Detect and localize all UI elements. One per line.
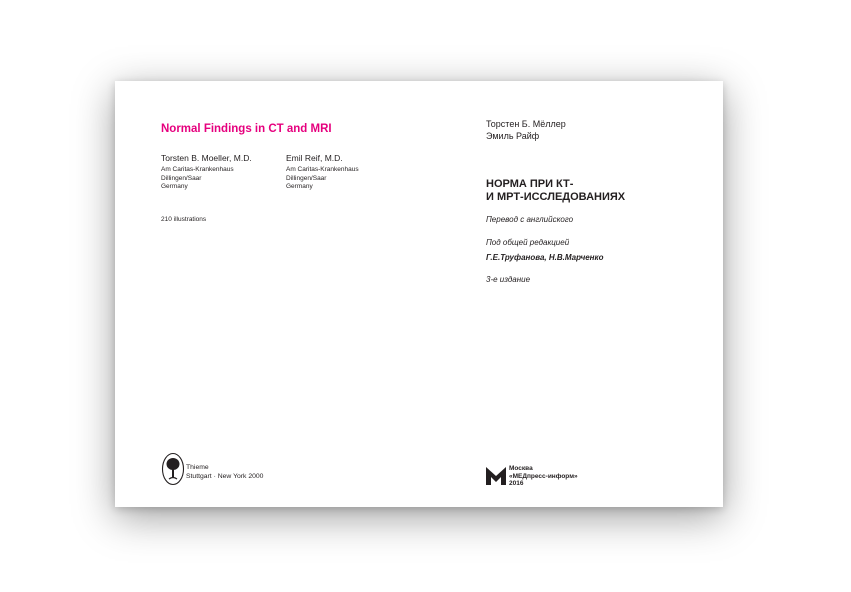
title-line: НОРМА ПРИ КТ-: [486, 178, 574, 190]
affiliation-line: Germany: [286, 183, 313, 190]
affiliation-line: Dillingen/Saar: [161, 174, 202, 182]
affiliation-line: Am Caritas-Krankenhaus: [286, 166, 359, 173]
affiliation-line: Am Caritas-Krankenhaus: [161, 166, 234, 173]
medpress-publisher: [509, 465, 578, 488]
affiliation-line: Dillingen/Saar: [286, 174, 327, 182]
book-title-spread: [115, 81, 723, 507]
medpress-logo-icon: [486, 465, 506, 485]
edition-note: 3-е издание: [486, 275, 531, 284]
author-block-1: [161, 153, 252, 192]
author-affiliation: [161, 166, 252, 192]
editorship-note: Под общей редакцией: [486, 238, 570, 247]
publisher-city: Москва: [509, 465, 533, 472]
author-block-2: [286, 153, 359, 192]
author-name: Emil Reif, M.D.: [286, 153, 343, 163]
publisher-cities-year: Stuttgart · New York 2000: [186, 473, 264, 480]
author-name: Torsten B. Moeller, M.D.: [161, 153, 252, 163]
illustrations-count: 210 illustrations: [161, 216, 207, 223]
publisher-name: «МЕДпресс-информ»: [509, 472, 578, 480]
thieme-publisher: [186, 463, 263, 481]
publisher-name: Thieme: [186, 464, 209, 471]
thieme-tree-logo-icon: [161, 452, 185, 486]
author-name: Торстен Б. Мёллер: [486, 119, 566, 129]
publisher-year: 2016: [509, 480, 524, 487]
russian-title: [486, 178, 625, 204]
editors-names: Г.Е.Труфанова, Н.В.Марченко: [486, 253, 604, 262]
author-affiliation: [286, 166, 359, 192]
translation-note: Перевод с английского: [486, 215, 574, 224]
english-title: Normal Findings in CT and MRI: [161, 123, 332, 135]
author-name: Эмиль Райф: [486, 130, 540, 141]
title-line: И МРТ-ИССЛЕДОВАНИЯХ: [486, 191, 626, 203]
affiliation-line: Germany: [161, 183, 188, 190]
russian-authors: [486, 119, 566, 142]
